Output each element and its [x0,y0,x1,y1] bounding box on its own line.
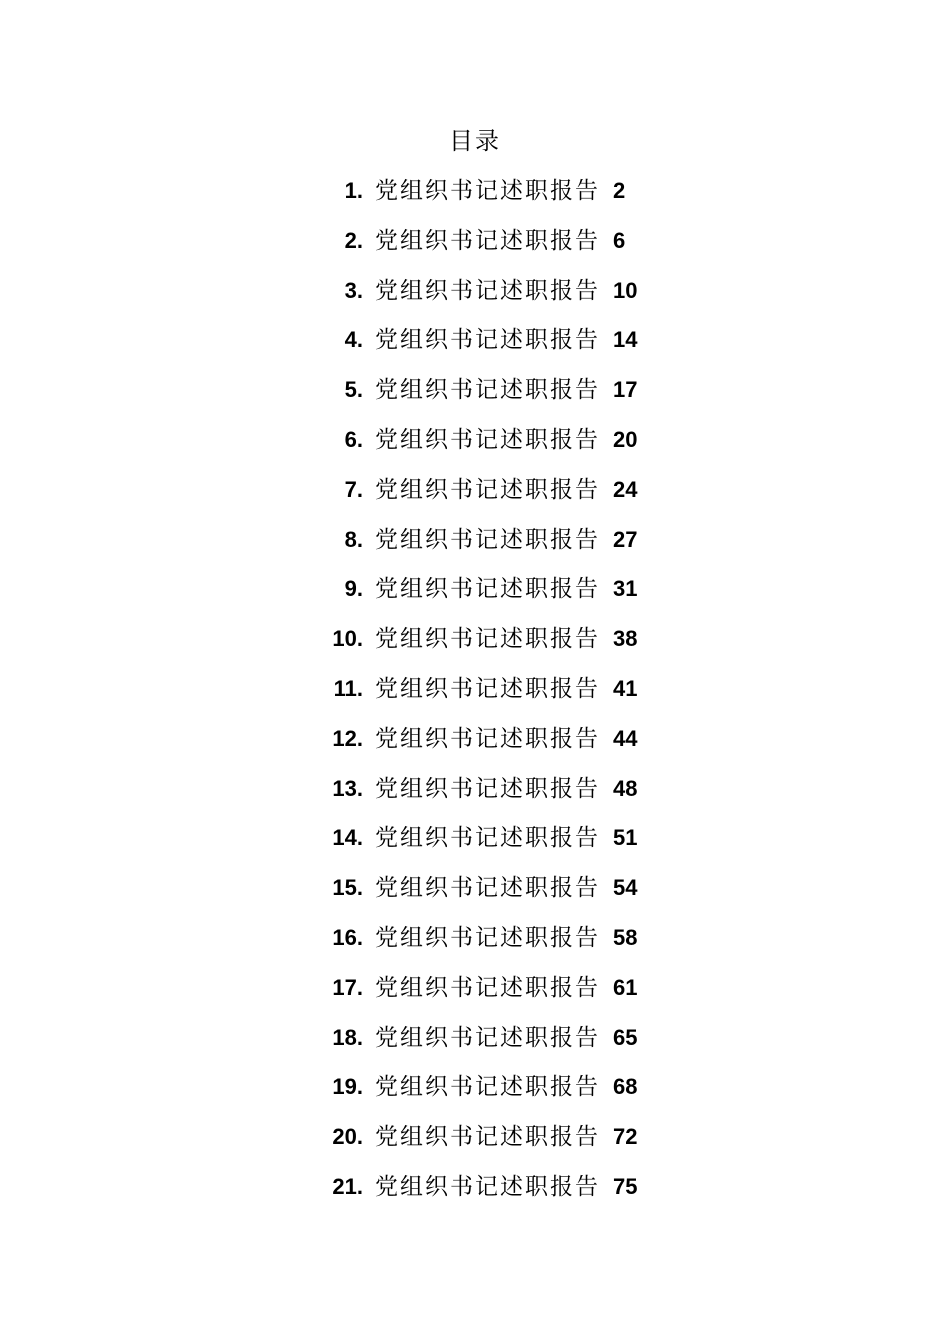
toc-entry-page-number: 2 [613,178,626,203]
toc-entry-text: 党组织书记述职报告 [375,526,600,553]
toc-entry-number: 4. [344,327,363,353]
toc-entry-number: 1. [344,178,363,203]
toc-entry-title[interactable] [332,971,600,1005]
toc-entry[interactable] [0,523,950,573]
toc-entry-text: 党组织书记述职报告 [375,825,600,852]
toc-entry-page-number: 17 [613,377,638,403]
toc-entry[interactable] [0,622,950,672]
toc-entry-number: 18. [332,1024,363,1050]
toc-entry-page-number: 72 [613,1124,638,1150]
toc-entry[interactable] [0,971,950,1021]
toc-entry-text: 党组织书记述职报告 [375,1024,600,1051]
toc-entry-number: 3. [344,277,363,303]
toc-entry[interactable] [0,1170,950,1220]
toc-entry-page-number: 54 [613,875,638,901]
toc-entry-text: 党组织书记述职报告 [375,426,600,453]
toc-entry-page-number: 41 [613,675,638,701]
toc-entry-number: 12. [332,725,363,751]
toc-entry-title[interactable] [334,672,600,706]
toc-entry-text: 党组织书记述职报告 [375,974,600,1001]
toc-entry-text: 党组织书记述职报告 [375,725,600,752]
toc-title: 目录 [449,127,501,155]
toc-entry-page-number: 14 [613,327,638,353]
toc-entry-title[interactable] [332,821,600,855]
toc-entry[interactable] [0,821,950,871]
toc-entry-text: 党组织书记述职报告 [375,576,600,603]
toc-entry-title[interactable] [332,1070,600,1104]
toc-list [0,174,950,1220]
toc-entry-page-number: 24 [613,476,638,502]
toc-entry-text: 党组织书记述职报告 [375,327,600,354]
toc-entry-text: 党组织书记述职报告 [375,1124,600,1151]
toc-entry-page-number: 20 [613,426,638,452]
toc-entry-title[interactable] [345,572,600,606]
toc-entry-number: 6. [344,426,363,452]
toc-entry-number: 13. [332,775,363,801]
toc-entry-title[interactable] [345,523,600,557]
toc-entry[interactable] [0,572,950,622]
toc-entry-text: 党组织书记述职报告 [375,227,600,254]
toc-entry-number: 9. [344,576,363,602]
toc-entry-title[interactable] [332,772,600,806]
toc-entry-number: 8. [344,526,363,552]
toc-entry-number: 11. [333,675,363,701]
toc-entry-title[interactable] [332,1170,600,1204]
toc-entry-text: 党组织书记述职报告 [375,377,600,404]
toc-entry[interactable] [0,323,950,373]
toc-entry-page-number: 75 [613,1173,638,1199]
toc-entry-page-number: 48 [613,775,638,801]
toc-entry-title[interactable] [332,622,600,656]
toc-entry-page-number: 65 [613,1024,638,1050]
toc-entry[interactable] [0,373,950,423]
toc-entry-title[interactable] [345,274,600,308]
toc-entry-title[interactable] [345,224,600,258]
toc-entry[interactable] [0,174,950,224]
toc-entry-number: 16. [332,924,363,950]
toc-entry-text: 党组织书记述职报告 [375,178,600,204]
toc-entry[interactable] [0,224,950,274]
toc-entry-page-number: 6 [613,227,626,253]
toc-entry[interactable] [0,871,950,921]
toc-entry-title[interactable] [332,921,600,955]
toc-entry-title[interactable] [345,373,600,407]
toc-entry-page-number: 68 [613,1074,638,1100]
toc-entry-page-number: 31 [613,576,638,602]
toc-entry-page-number: 38 [613,626,638,652]
toc-entry[interactable] [0,722,950,772]
toc-entry-title[interactable] [332,1021,600,1055]
toc-entry-number: 7. [344,476,363,502]
toc-entry-title[interactable] [345,423,600,457]
toc-entry-title[interactable] [345,323,600,357]
toc-entry-page-number: 51 [613,825,638,851]
toc-entry[interactable] [0,1070,950,1120]
toc-entry-page-number: 44 [613,725,638,751]
toc-entry-text: 党组织书记述职报告 [375,1173,600,1200]
toc-entry-page-number: 61 [613,974,638,1000]
toc-entry[interactable] [0,1120,950,1170]
toc-entry-number: 21. [332,1173,363,1199]
toc-entry-page-number: 10 [613,277,638,303]
toc-entry-page-number: 58 [613,924,638,950]
toc-entry-text: 党组织书记述职报告 [375,626,600,653]
toc-entry[interactable] [0,672,950,722]
toc-entry-number: 14. [332,825,363,851]
toc-entry-number: 19. [332,1074,363,1100]
toc-entry[interactable] [0,423,950,473]
toc-entry[interactable] [0,473,950,523]
toc-entry-title[interactable] [345,174,600,208]
toc-entry-title[interactable] [332,1120,600,1154]
toc-entry-text: 党组织书记述职报告 [375,775,600,802]
toc-entry-number: 5. [344,377,363,403]
toc-entry-text: 党组织书记述职报告 [375,476,600,503]
toc-entry-number: 20. [332,1124,363,1150]
toc-entry-page-number: 27 [613,526,638,552]
toc-entry-number: 15. [332,875,363,901]
toc-entry-text: 党组织书记述职报告 [375,1074,600,1101]
toc-entry-title[interactable] [332,722,600,756]
toc-entry-number: 10. [332,626,363,652]
toc-entry-title[interactable] [332,871,600,905]
toc-entry-number: 17. [332,974,363,1000]
toc-entry-title[interactable] [345,473,600,507]
toc-entry-text: 党组织书记述职报告 [375,924,600,951]
toc-entry-text: 党组织书记述职报告 [375,675,600,702]
toc-entry[interactable] [0,921,950,971]
toc-entry[interactable] [0,274,950,324]
toc-entry[interactable] [0,772,950,822]
toc-entry-number: 2. [344,227,363,253]
toc-entry-text: 党组织书记述职报告 [375,875,600,902]
toc-entry-text: 党组织书记述职报告 [375,277,600,304]
toc-entry[interactable] [0,1021,950,1071]
